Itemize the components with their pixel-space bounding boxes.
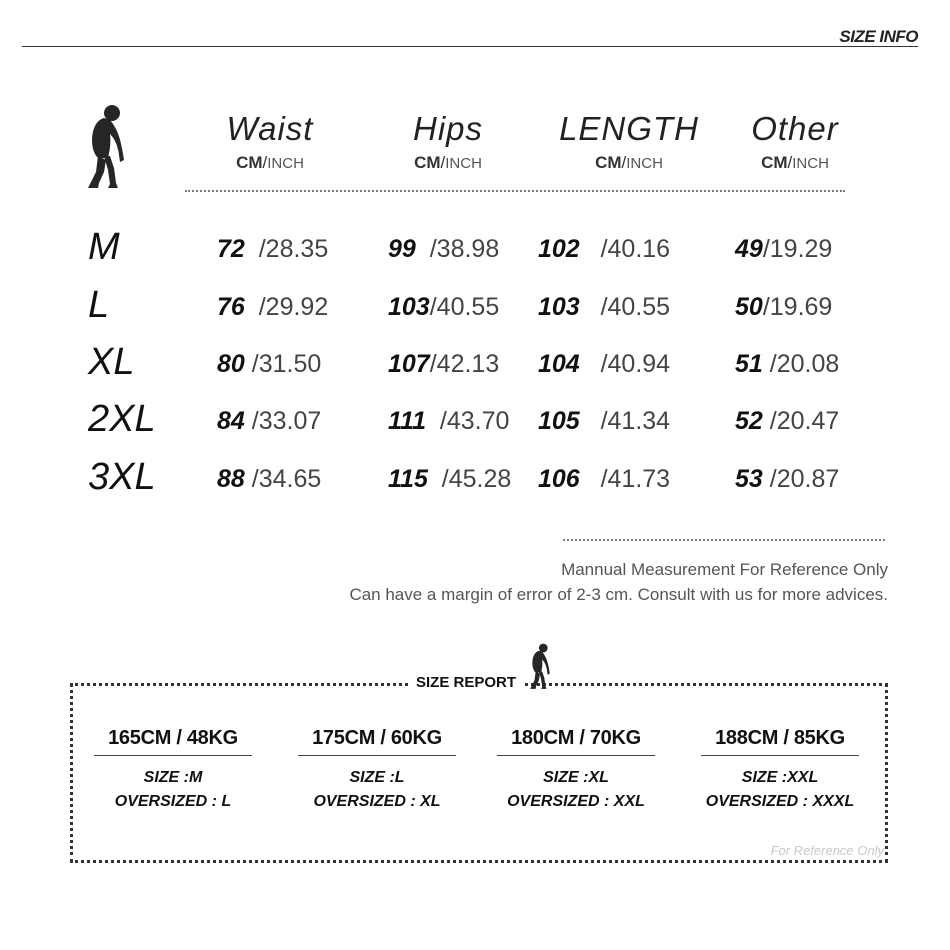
cell-inch: /40.16	[600, 235, 671, 263]
height-weight-label: 165CM / 48KG	[108, 727, 238, 749]
unit-cm: CM	[761, 153, 788, 172]
unit-inch: INCH	[445, 155, 482, 172]
unit-label	[383, 153, 513, 173]
recommended-size: SIZE :M	[143, 769, 203, 786]
unit-cm: CM	[236, 153, 263, 172]
table-cell	[538, 352, 670, 377]
column-header-waist	[205, 112, 335, 173]
unit-sep: /	[621, 153, 627, 172]
column-header-hips	[383, 112, 513, 173]
table-cell	[538, 467, 670, 492]
header-dotted-divider	[185, 190, 845, 192]
unit-cm: CM	[595, 153, 622, 172]
cell-cm: 102	[538, 235, 580, 263]
unit-inch: INCH	[267, 155, 304, 172]
table-cell	[538, 295, 670, 320]
column-title: Waist	[226, 110, 314, 147]
cell-inch: /41.73	[600, 465, 671, 493]
cell-inch: /41.34	[600, 407, 671, 435]
oversized-size: OVERSIZED : XL	[313, 793, 441, 810]
walking-ape-icon	[84, 104, 128, 188]
oversized-size: OVERSIZED : L	[114, 793, 232, 810]
unit-sep: /	[262, 153, 268, 172]
row-size-label: 2XL	[88, 398, 156, 440]
cell-inch: /40.55	[600, 293, 671, 321]
column-title: LENGTH	[559, 110, 699, 147]
unit-label	[549, 153, 709, 173]
cell-inch: /20.08	[769, 350, 840, 378]
unit-label	[730, 153, 860, 173]
table-cell	[217, 237, 328, 262]
cell-inch: /19.29	[762, 235, 833, 263]
column-header-other	[730, 112, 860, 173]
size-report-entry	[481, 727, 671, 811]
row-size-label: M	[88, 226, 120, 268]
table-cell	[388, 409, 509, 434]
unit-inch: INCH	[792, 155, 829, 172]
entry-divider	[298, 755, 456, 756]
size-report-entry	[78, 727, 268, 811]
cell-inch: /19.69	[762, 293, 833, 321]
size-report-title: SIZE REPORT	[410, 674, 522, 691]
cell-cm: 72	[217, 235, 245, 263]
cell-cm: 103	[388, 293, 430, 321]
size-report-entry	[685, 727, 875, 811]
cell-cm: 76	[217, 293, 245, 321]
unit-cm: CM	[414, 153, 441, 172]
table-cell	[735, 352, 839, 377]
cell-cm: 52	[735, 407, 763, 435]
entry-divider	[497, 755, 655, 756]
walking-ape-icon	[528, 642, 552, 690]
cell-cm: 106	[538, 465, 580, 493]
row-size-label: XL	[88, 341, 135, 383]
unit-label	[205, 153, 335, 173]
table-cell	[538, 237, 670, 262]
table-cell	[217, 467, 321, 492]
table-cell	[735, 237, 832, 262]
row-size-label: L	[88, 284, 110, 326]
cell-inch: /43.70	[439, 407, 510, 435]
recommended-size: SIZE :XL	[543, 769, 609, 786]
height-weight-label: 175CM / 60KG	[312, 727, 442, 749]
cell-cm: 50	[735, 293, 763, 321]
unit-inch: INCH	[626, 155, 663, 172]
cell-cm: 104	[538, 350, 580, 378]
oversized-size: OVERSIZED : XXXL	[705, 793, 855, 810]
row-size-label: 3XL	[88, 456, 156, 498]
column-title: Hips	[412, 110, 484, 147]
cell-inch: /20.47	[769, 407, 840, 435]
table-cell	[388, 352, 499, 377]
cell-inch: /38.98	[429, 235, 500, 263]
cell-inch: /45.28	[441, 465, 512, 493]
table-cell	[735, 467, 839, 492]
cell-inch: /29.92	[258, 293, 329, 321]
column-header-length	[549, 112, 709, 173]
cell-inch: /42.13	[429, 350, 500, 378]
cell-cm: 105	[538, 407, 580, 435]
table-cell	[388, 467, 511, 492]
unit-sep: /	[787, 153, 793, 172]
cell-inch: /34.65	[251, 465, 322, 493]
reference-footnote: For Reference Only	[770, 843, 884, 858]
page-title: SIZE INFO	[839, 27, 918, 46]
recommended-size: SIZE :L	[349, 769, 405, 786]
table-cell	[388, 295, 499, 320]
height-weight-label: 188CM / 85KG	[715, 727, 845, 749]
measurement-note: Mannual Measurement For Reference Only	[561, 560, 888, 579]
cell-inch: /31.50	[251, 350, 322, 378]
table-cell	[217, 352, 321, 377]
column-title: Other	[751, 110, 839, 147]
size-report-entry	[282, 727, 472, 811]
cell-cm: 49	[735, 235, 763, 263]
cell-cm: 99	[388, 235, 416, 263]
cell-cm: 84	[217, 407, 245, 435]
cell-cm: 103	[538, 293, 580, 321]
cell-inch: /20.87	[769, 465, 840, 493]
cell-cm: 88	[217, 465, 245, 493]
height-weight-label: 180CM / 70KG	[511, 727, 641, 749]
cell-cm: 51	[735, 350, 763, 378]
unit-sep: /	[440, 153, 446, 172]
header-divider	[22, 46, 918, 47]
recommended-size: SIZE :XXL	[741, 769, 819, 786]
cell-inch: /40.94	[600, 350, 671, 378]
table-cell	[388, 237, 499, 262]
notes-dotted-divider	[563, 539, 885, 541]
cell-cm: 53	[735, 465, 763, 493]
cell-inch: /28.35	[258, 235, 329, 263]
cell-cm: 111	[388, 407, 427, 435]
cell-cm: 115	[388, 465, 428, 493]
cell-inch: /40.55	[429, 293, 500, 321]
table-cell	[217, 409, 321, 434]
table-cell	[217, 295, 328, 320]
table-cell	[735, 295, 832, 320]
entry-divider	[94, 755, 252, 756]
table-cell	[735, 409, 839, 434]
margin-note: Can have a margin of error of 2-3 cm. Consult with us for more advices.	[349, 585, 888, 604]
oversized-size: OVERSIZED : XXL	[507, 793, 645, 810]
cell-inch: /33.07	[251, 407, 322, 435]
table-cell	[538, 409, 670, 434]
cell-cm: 107	[388, 350, 430, 378]
entry-divider	[701, 755, 859, 756]
cell-cm: 80	[217, 350, 245, 378]
